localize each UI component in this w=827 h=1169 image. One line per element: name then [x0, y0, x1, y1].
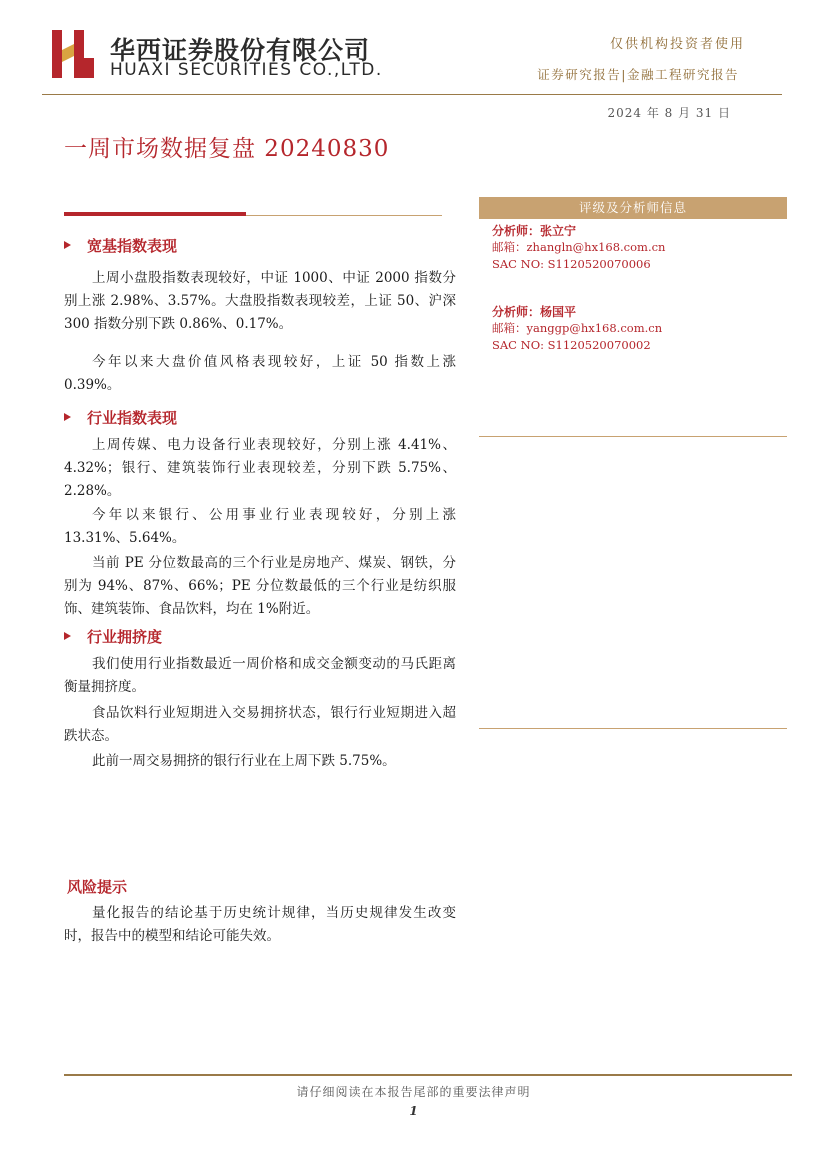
analyst-sac: SAC NO: S1120520070006	[492, 257, 651, 271]
bullet-triangle-icon	[64, 413, 71, 421]
paragraph: 当前 PE 分位数最高的三个行业是房地产、煤炭、钢铁，分别为 94%、87%、66%；PE 分位数最低的三个行业是纺织服饰、建筑装饰、食品饮料，均在 1%附近。	[64, 555, 456, 617]
title-accent-line	[246, 215, 442, 216]
page-number: 1	[409, 1104, 418, 1118]
section-heading-broad-index: 宽基指数表现	[64, 235, 177, 256]
huaxi-logo-icon	[52, 30, 96, 78]
paragraph: 我们使用行业指数最近一周价格和成交金额变动的马氏距离衡量拥挤度。	[64, 656, 456, 695]
header-divider	[42, 94, 782, 95]
bullet-triangle-icon	[64, 241, 71, 249]
legal-notice: 请仔细阅读在本报告尾部的重要法律声明	[296, 1085, 531, 1099]
report-date: 2024 年 8 月 31 日	[607, 106, 731, 120]
risk-text: 量化报告的结论基于历史统计规律，当历史规律发生改变时，报告中的模型和结论可能失效。	[64, 905, 456, 944]
section-heading-industry-index: 行业指数表现	[64, 407, 177, 428]
audience-note: 仅供机构投资者使用	[609, 37, 745, 52]
analyst-sac: SAC NO: S1120520070002	[492, 338, 651, 352]
report-type: 证券研究报告|金融工程研究报告	[537, 67, 739, 82]
risk-heading: 风险提示	[67, 878, 128, 896]
analyst-name: 分析师：张立宁	[492, 224, 577, 238]
paragraph: 今年以来银行、公用事业行业表现较好，分别上涨 13.31%、5.64%。	[64, 507, 456, 546]
brand-name-en: HUAXI SECURITIES CO.,LTD.	[110, 60, 383, 80]
title-accent-bar	[64, 212, 246, 216]
report-title: 一周市场数据复盘 20240830	[64, 136, 390, 162]
sidebar-divider	[479, 728, 787, 729]
footer-divider	[64, 1074, 792, 1076]
analyst-email[interactable]: 邮箱：yanggp@hx168.com.cn	[492, 321, 663, 335]
section-heading-crowding: 行业拥挤度	[64, 626, 162, 647]
paragraph: 食品饮料行业短期进入交易拥挤状态，银行行业短期进入超跌状态。	[64, 705, 456, 744]
analyst-name: 分析师：杨国平	[492, 305, 577, 319]
brand-name-cn: 华西证券股份有限公司	[110, 36, 371, 65]
paragraph: 此前一周交易拥挤的银行行业在上周下跌 5.75%。	[92, 753, 396, 769]
paragraph: 上周传媒、电力设备行业表现较好，分别上涨 4.41%、4.32%；银行、建筑装饰行业表现较差，分别下跌 5.75%、2.28%。	[64, 437, 456, 499]
sidebar-heading: 评级及分析师信息	[479, 197, 787, 219]
paragraph: 今年以来大盘价值风格表现较好，上证 50 指数上涨 0.39%。	[64, 354, 456, 393]
paragraph: 上周小盘股指数表现较好，中证 1000、中证 2000 指数分别上涨 2.98%、3.57%。大盘股指数表现较差，上证 50、沪深 300 指数分别下跌 0.86%、0.17%。	[64, 270, 456, 332]
bullet-triangle-icon	[64, 632, 71, 640]
analyst-email[interactable]: 邮箱：zhangln@hx168.com.cn	[492, 240, 666, 254]
sidebar-divider	[479, 436, 787, 437]
